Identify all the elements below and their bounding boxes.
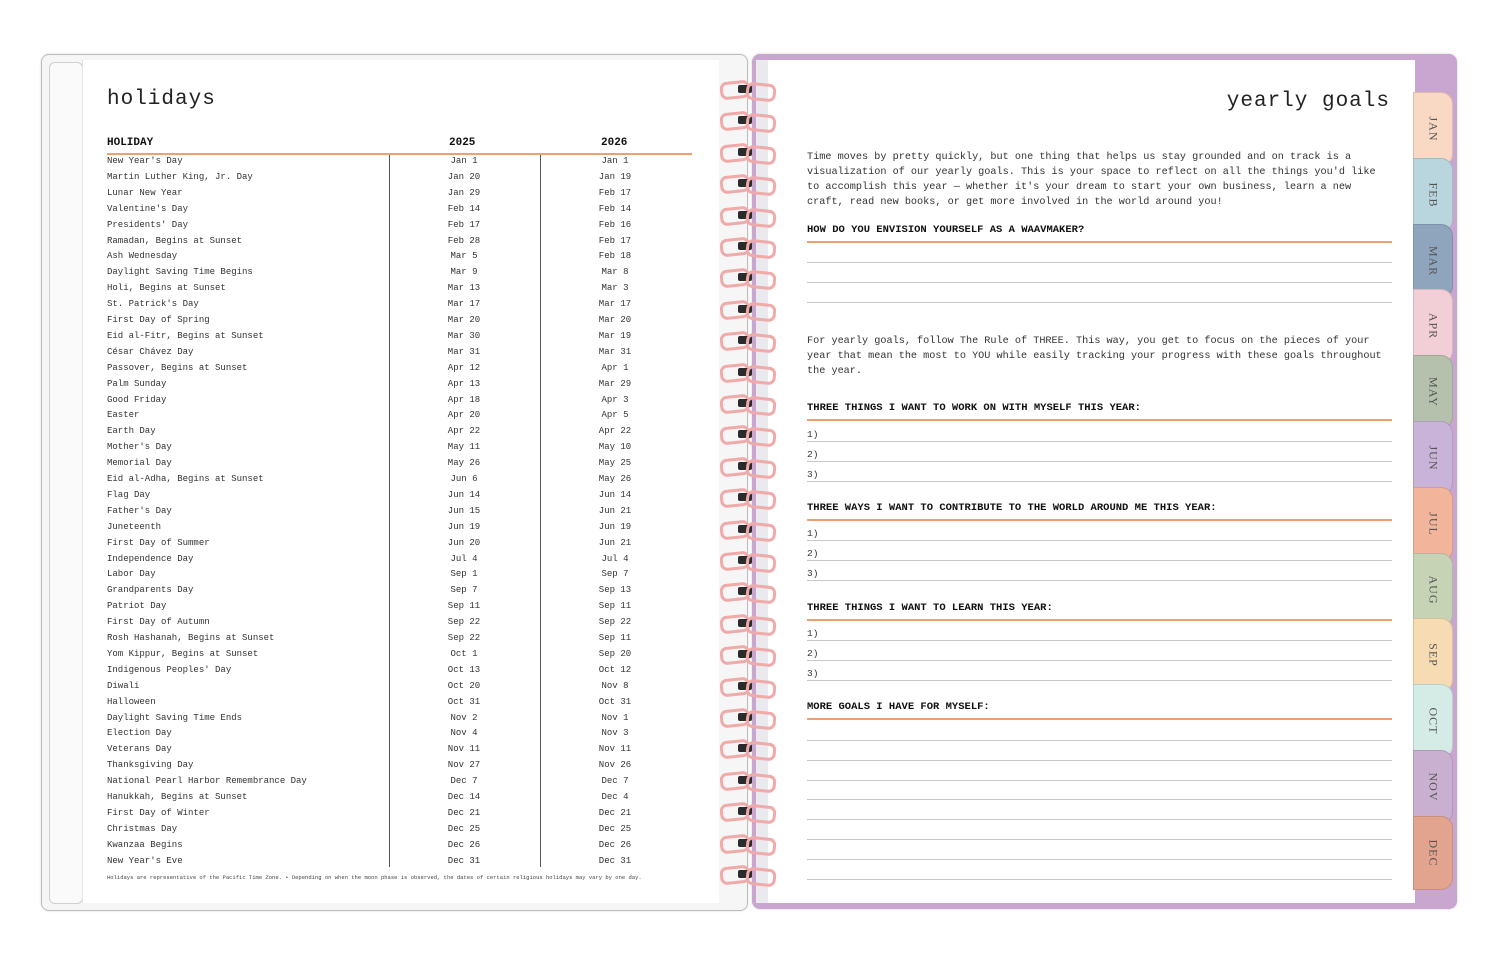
date-2025: Nov 2	[450, 712, 478, 723]
spiral-coil	[716, 266, 780, 288]
writing-line[interactable]	[807, 680, 1392, 681]
holiday-name: First Day of Autumn	[107, 617, 210, 628]
holiday-name: Yom Kippur, Begins at Sunset	[107, 648, 259, 659]
date-2026: Sep 13	[598, 585, 632, 596]
date-2026: Mar 20	[598, 315, 632, 325]
table-row	[107, 410, 692, 426]
spiral-coil	[716, 361, 780, 383]
holiday-name: Election Day	[107, 728, 172, 739]
date-2025: Jun 15	[447, 505, 481, 516]
holiday-name: Rosh Hashanah, Begins at Sunset	[107, 633, 275, 643]
holiday-name: Ramadan, Begins at Sunset	[107, 235, 243, 246]
spiral-coil	[716, 580, 780, 602]
table-row	[107, 506, 692, 522]
date-2026: Nov 26	[598, 760, 632, 771]
date-2026: Sep 11	[598, 601, 632, 612]
table-row	[107, 856, 692, 872]
writing-line[interactable]	[807, 819, 1392, 820]
spiral-coil	[716, 518, 780, 540]
holiday-name: Daylight Saving Time Ends	[107, 712, 243, 723]
date-2025: Apr 20	[447, 410, 481, 421]
date-2025: Dec 7	[450, 776, 478, 787]
writing-line[interactable]	[807, 879, 1392, 880]
tab-label: MAR	[1426, 245, 1441, 276]
date-2025: Oct 31	[447, 696, 481, 707]
spiral-coil	[716, 612, 780, 634]
table-row	[107, 601, 692, 617]
spiral-coil	[716, 109, 780, 131]
item-number: 1)	[807, 528, 819, 539]
item-number: 2)	[807, 548, 819, 559]
date-2025: Dec 21	[447, 807, 481, 818]
spiral-coil	[716, 706, 780, 728]
table-row	[107, 538, 692, 554]
tab-label: APR	[1426, 313, 1441, 340]
date-2026: May 25	[598, 458, 632, 469]
tab-jan[interactable]	[1413, 92, 1453, 166]
date-2025: Apr 13	[447, 378, 481, 389]
table-row	[107, 569, 692, 585]
date-2025: Jan 20	[447, 171, 481, 182]
spiral-coil	[716, 298, 780, 320]
table-row	[107, 585, 692, 601]
date-2026: Sep 7	[601, 569, 629, 580]
spiral-coil	[716, 737, 780, 759]
holiday-name: Valentine's Day	[107, 203, 189, 214]
holiday-name: Independence Day	[107, 553, 194, 564]
tab-apr[interactable]	[1413, 289, 1453, 363]
intro-paragraph: Time moves by pretty quickly, but one thing that helps us stay grounded and on track is a visualization of our yearly goals. This is your space to reflect on all the things you'd like to accomplish this year — whether it's your dream to start your own business, learn a new craft, read new books, or get more involved in the world around you!	[807, 152, 1376, 208]
spiral-coil	[716, 486, 780, 508]
date-2026: Sep 22	[598, 617, 632, 628]
date-2026: Sep 20	[598, 648, 632, 659]
date-2025: Feb 28	[447, 235, 481, 246]
column-header-2026: 2026	[601, 137, 628, 149]
spiral-coil	[716, 643, 780, 665]
question-rule	[807, 619, 1392, 621]
date-2026: Jun 21	[598, 505, 632, 516]
date-2025: Mar 5	[450, 251, 478, 262]
holiday-name: Kwanzaa Begins	[107, 839, 183, 850]
table-row	[107, 188, 692, 204]
table-row	[107, 728, 692, 744]
date-2026: Jun 14	[598, 489, 632, 500]
date-2026: Oct 31	[598, 696, 632, 707]
date-2026: Nov 8	[601, 680, 629, 691]
tab-dec[interactable]	[1413, 816, 1453, 890]
date-2025: Nov 4	[450, 728, 478, 739]
holiday-name: Eid al-Fitr, Begins at Sunset	[107, 330, 264, 341]
holiday-name: Ash Wednesday	[107, 251, 178, 262]
table-row	[107, 251, 692, 267]
column-header-holiday: HOLIDAY	[107, 137, 154, 149]
date-2026: Feb 18	[598, 251, 632, 262]
date-2025: Jun 14	[447, 489, 481, 500]
spiral-coil	[716, 549, 780, 571]
header-divider	[107, 153, 692, 155]
page-title: holidays	[107, 88, 216, 111]
table-row	[107, 315, 692, 331]
writing-line[interactable]	[807, 282, 1392, 283]
date-2026: Mar 31	[598, 346, 632, 357]
footnote: Holidays are representative of the Pacific Time Zone. • Depending on when the moon phase is observed, the dates of certain religious holidays may vary by one day.	[107, 874, 642, 881]
writing-line[interactable]	[807, 740, 1392, 741]
holiday-name: Flag Day	[107, 489, 151, 500]
date-2025: Mar 17	[447, 299, 481, 310]
holiday-name: Memorial Day	[107, 458, 172, 469]
date-2025: Nov 27	[447, 760, 481, 771]
date-2025: Dec 31	[447, 855, 481, 866]
item-number: 2)	[807, 449, 819, 460]
spiral-coil	[716, 204, 780, 226]
spiral-coil	[716, 800, 780, 822]
writing-line[interactable]	[807, 640, 1392, 641]
rule-of-three-paragraph: For yearly goals, follow The Rule of THREE. This way, you get to focus on the pieces of your year that mean the most to YOU while easily tracking your progress with these goals throughout the year.	[807, 336, 1382, 377]
column-header-2025: 2025	[449, 137, 476, 149]
date-2025: Dec 25	[447, 823, 481, 834]
date-2026: Apr 1	[601, 362, 629, 373]
date-2025: Mar 9	[450, 267, 478, 278]
date-2025: Mar 13	[447, 283, 481, 294]
tab-jun[interactable]	[1413, 421, 1453, 495]
table-row	[107, 363, 692, 379]
date-2025: Jun 20	[447, 537, 481, 548]
tab-may[interactable]	[1413, 355, 1453, 429]
holiday-name: Grandparents Day	[107, 585, 194, 596]
holiday-name: Martin Luther King, Jr. Day	[107, 171, 253, 182]
spiral-coil	[716, 172, 780, 194]
table-row	[107, 697, 692, 713]
date-2025: Apr 12	[447, 362, 481, 373]
spiral-binding	[716, 78, 782, 888]
holiday-name: Earth Day	[107, 426, 156, 437]
date-2025: Oct 13	[447, 664, 481, 675]
date-2025: Feb 14	[447, 203, 481, 214]
spiral-coil	[716, 675, 780, 697]
holiday-name: Diwali	[107, 680, 140, 691]
table-row	[107, 681, 692, 697]
writing-line[interactable]	[807, 839, 1392, 840]
date-2025: Mar 31	[447, 346, 481, 357]
date-2025: Feb 17	[447, 219, 481, 230]
holiday-name: St. Patrick's Day	[107, 299, 199, 310]
holiday-name: Easter	[107, 410, 140, 421]
holiday-name: Eid al-Adha, Begins at Sunset	[107, 474, 264, 484]
item-number: 1)	[807, 628, 819, 639]
date-2026: Sep 11	[598, 633, 632, 643]
holiday-name: New Year's Eve	[107, 855, 183, 866]
table-row	[107, 204, 692, 220]
tab-mar[interactable]	[1413, 224, 1453, 298]
holiday-name: Holi, Begins at Sunset	[107, 283, 226, 294]
writing-line[interactable]	[807, 540, 1392, 541]
date-2026: Dec 7	[601, 776, 629, 787]
holiday-name: Lunar New Year	[107, 187, 183, 198]
spiral-coil	[716, 863, 780, 885]
holiday-name: Veterans Day	[107, 744, 172, 755]
tab-label: OCT	[1426, 707, 1441, 735]
tab-nov[interactable]	[1413, 750, 1453, 824]
tab-label: DEC	[1426, 839, 1441, 867]
table-row	[107, 156, 692, 172]
spiral-coil	[716, 78, 780, 100]
item-number: 3)	[807, 568, 819, 579]
date-2025: Apr 22	[447, 426, 481, 437]
date-2025: Oct 20	[447, 680, 481, 691]
date-2026: Mar 8	[601, 267, 629, 278]
spiral-coil	[716, 329, 780, 351]
table-row	[107, 808, 692, 824]
table-row	[107, 665, 692, 681]
date-2026: Apr 5	[601, 410, 629, 421]
writing-line[interactable]	[807, 799, 1392, 800]
date-2025: Dec 14	[447, 792, 481, 802]
date-2026: Feb 17	[598, 235, 632, 246]
date-2025: Jun 6	[450, 474, 478, 484]
date-2026: Dec 4	[601, 792, 629, 802]
date-2026: Nov 3	[601, 728, 629, 739]
date-2026: May 26	[598, 474, 632, 484]
writing-line[interactable]	[807, 660, 1392, 661]
date-2025: Sep 7	[450, 585, 478, 596]
date-2025: Jun 19	[447, 521, 481, 532]
holiday-name: Christmas Day	[107, 823, 178, 834]
table-row	[107, 395, 692, 411]
spiral-coil	[716, 423, 780, 445]
table-row	[107, 760, 692, 776]
date-2026: Mar 19	[598, 330, 632, 341]
date-2026: Nov 1	[601, 712, 629, 723]
holiday-name: Labor Day	[107, 569, 156, 580]
date-2026: Jul 4	[601, 553, 629, 564]
date-2025: May 11	[447, 442, 481, 453]
date-2026: Jan 1	[601, 156, 629, 166]
page-title: yearly goals	[1226, 90, 1390, 113]
item-number: 1)	[807, 429, 819, 440]
question-envision: HOW DO YOU ENVISION YOURSELF AS A WAAVMAKER?	[807, 224, 1085, 236]
holiday-name: Halloween	[107, 696, 156, 707]
writing-line[interactable]	[807, 262, 1392, 263]
date-2026: Dec 25	[598, 823, 632, 834]
table-row	[107, 426, 692, 442]
table-row	[107, 331, 692, 347]
date-2026: Apr 22	[598, 426, 632, 437]
question-work-on-myself: THREE THINGS I WANT TO WORK ON WITH MYSELF THIS YEAR:	[807, 402, 1141, 414]
holiday-name: Presidents' Day	[107, 219, 189, 230]
writing-line[interactable]	[807, 481, 1392, 482]
date-2025: Sep 22	[447, 617, 481, 628]
tab-oct[interactable]	[1413, 684, 1453, 758]
item-number: 2)	[807, 648, 819, 659]
question-rule	[807, 718, 1392, 720]
table-row	[107, 458, 692, 474]
date-2025: Jul 4	[450, 553, 478, 564]
date-2026: Feb 14	[598, 203, 632, 214]
holiday-name: Thanksgiving Day	[107, 760, 194, 771]
holiday-name: Hanukkah, Begins at Sunset	[107, 792, 248, 802]
date-2026: Dec 21	[598, 807, 632, 818]
holiday-name: First Day of Spring	[107, 315, 210, 325]
tab-label: JUN	[1426, 445, 1441, 471]
date-2026: Feb 17	[598, 187, 632, 198]
date-2026: Dec 26	[598, 839, 632, 850]
spiral-coil	[716, 141, 780, 163]
date-2025: Mar 20	[447, 315, 481, 325]
question-rule	[807, 241, 1392, 243]
holiday-name: Palm Sunday	[107, 378, 167, 389]
table-row	[107, 649, 692, 665]
writing-line[interactable]	[807, 580, 1392, 581]
table-row	[107, 824, 692, 840]
writing-line[interactable]	[807, 760, 1392, 761]
writing-line[interactable]	[807, 560, 1392, 561]
holiday-name: First Day of Summer	[107, 537, 210, 548]
date-2025: Jan 29	[447, 187, 481, 198]
date-2025: Sep 22	[447, 633, 481, 643]
writing-line[interactable]	[807, 441, 1392, 442]
date-2025: Nov 11	[447, 744, 481, 755]
date-2026: Mar 17	[598, 299, 632, 310]
holiday-name: First Day of Winter	[107, 807, 210, 818]
date-2025: Sep 11	[447, 601, 481, 612]
holiday-name: National Pearl Harbor Remembrance Day	[107, 776, 307, 787]
table-row	[107, 236, 692, 252]
holiday-name: César Chávez Day	[107, 346, 194, 357]
tab-label: NOV	[1426, 772, 1441, 802]
table-row	[107, 633, 692, 649]
table-row	[107, 490, 692, 506]
table-row	[107, 379, 692, 395]
date-2026: Apr 3	[601, 394, 629, 405]
tab-label: JUL	[1426, 511, 1441, 536]
holiday-name: Mother's Day	[107, 442, 172, 453]
spiral-coil	[716, 455, 780, 477]
holiday-name: Indigenous Peoples' Day	[107, 664, 232, 675]
writing-line[interactable]	[807, 302, 1392, 303]
date-2026: Mar 3	[601, 283, 629, 294]
table-row	[107, 792, 692, 808]
date-2025: Jan 1	[450, 156, 478, 166]
table-row	[107, 840, 692, 856]
date-2026: Nov 11	[598, 744, 632, 755]
table-row	[107, 299, 692, 315]
spiral-coil	[716, 832, 780, 854]
tab-label: JAN	[1426, 116, 1441, 142]
table-row	[107, 220, 692, 236]
writing-line[interactable]	[807, 859, 1392, 860]
table-row	[107, 347, 692, 363]
table-row	[107, 713, 692, 729]
left-page-stack	[49, 62, 83, 904]
tab-jul[interactable]	[1413, 487, 1453, 561]
table-row	[107, 267, 692, 283]
tab-label: SEP	[1426, 643, 1441, 668]
table-row	[107, 522, 692, 538]
table-row	[107, 744, 692, 760]
tab-sep[interactable]	[1413, 618, 1453, 692]
tab-label: MAY	[1426, 377, 1441, 408]
date-2026: Oct 12	[598, 664, 632, 675]
question-contribute: THREE WAYS I WANT TO CONTRIBUTE TO THE WORLD AROUND ME THIS YEAR:	[807, 502, 1217, 514]
date-2025: Oct 1	[450, 648, 478, 659]
tab-aug[interactable]	[1413, 553, 1453, 627]
holiday-name: Good Friday	[107, 394, 167, 405]
date-2026: May 10	[598, 442, 632, 453]
holiday-name: Father's Day	[107, 505, 172, 516]
table-row	[107, 283, 692, 299]
spiral-coil	[716, 235, 780, 257]
holiday-name: Passover, Begins at Sunset	[107, 362, 248, 373]
date-2025: Sep 1	[450, 569, 478, 580]
tab-label: FEB	[1426, 182, 1441, 208]
date-2026: Jan 19	[598, 171, 632, 182]
table-row	[107, 442, 692, 458]
holiday-name: Daylight Saving Time Begins	[107, 267, 253, 278]
date-2026: Jun 19	[598, 521, 632, 532]
item-number: 3)	[807, 469, 819, 480]
date-2025: Mar 30	[447, 330, 481, 341]
writing-line[interactable]	[807, 780, 1392, 781]
holiday-name: New Year's Day	[107, 156, 183, 166]
table-row	[107, 617, 692, 633]
table-row	[107, 554, 692, 570]
tab-feb[interactable]	[1413, 158, 1453, 232]
table-row	[107, 172, 692, 188]
date-2026: Dec 31	[598, 855, 632, 866]
date-2026: Feb 16	[598, 219, 632, 230]
tab-label: AUG	[1426, 575, 1441, 605]
date-2026: Mar 29	[598, 378, 632, 389]
question-rule	[807, 419, 1392, 421]
question-more-goals: MORE GOALS I HAVE FOR MYSELF:	[807, 701, 990, 713]
question-rule	[807, 519, 1392, 521]
spiral-coil	[716, 392, 780, 414]
date-2026: Jun 21	[598, 537, 632, 548]
table-row	[107, 776, 692, 792]
date-2025: May 26	[447, 458, 481, 469]
writing-line[interactable]	[807, 461, 1392, 462]
item-number: 3)	[807, 668, 819, 679]
holiday-name: Patriot Day	[107, 601, 167, 612]
date-2025: Apr 18	[447, 394, 481, 405]
date-2025: Dec 26	[447, 839, 481, 850]
question-learn: THREE THINGS I WANT TO LEARN THIS YEAR:	[807, 602, 1053, 614]
holiday-name: Juneteenth	[107, 521, 162, 532]
table-row	[107, 474, 692, 490]
spiral-coil	[716, 769, 780, 791]
